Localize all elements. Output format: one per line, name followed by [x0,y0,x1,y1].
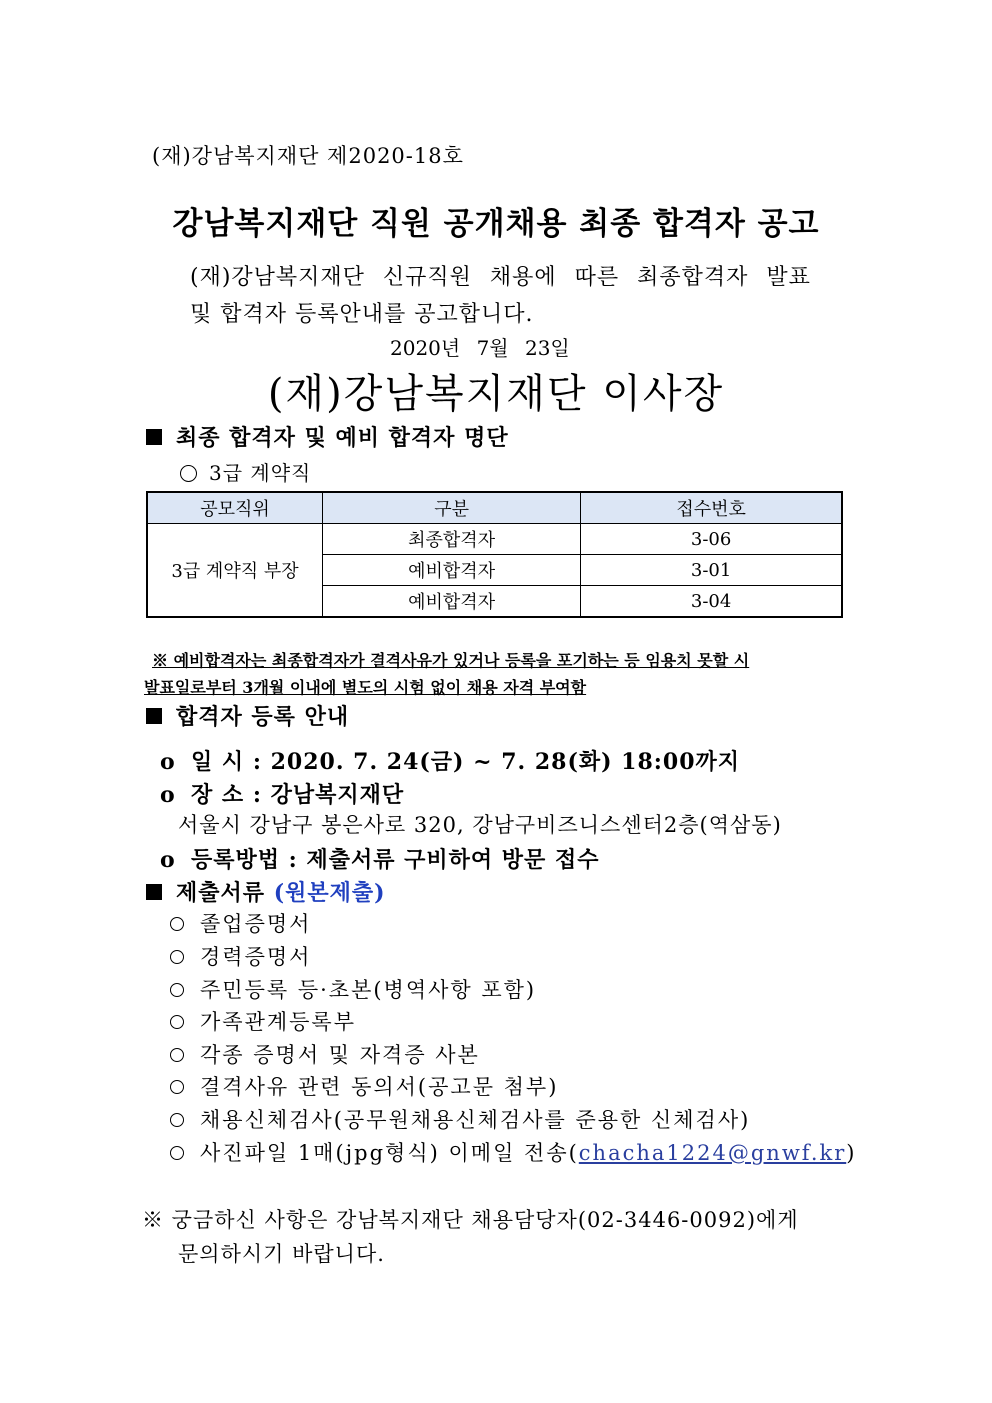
list-item-suffix: ) [846,1141,857,1165]
list-item-text: 결격사유 관련 동의서(공고문 첨부) [200,1075,559,1099]
contact-line-1: ※ 궁금하신 사항은 강남복지재단 채용담당자(02-3446-0092)에게 [142,1208,799,1232]
schedule-text: 일 시 : 2020. 7. 24(금) ~ 7. 28(화) 18:00까지 [191,749,741,775]
circle-bullet-icon [170,1080,184,1094]
square-bullet-icon [146,884,162,900]
results-heading [146,421,509,452]
list-item [170,1104,750,1134]
results-table [146,491,843,618]
table-header-row [147,492,842,524]
circle-bullet-icon [170,1113,184,1127]
column-header-position: 공모직위 [147,492,323,524]
circle-bullet-icon [170,983,184,997]
signature: (재)강남복지재단 이사장 [267,371,725,417]
circle-bullet-icon [170,917,184,931]
announcement-date: 2020년 7월 23일 [390,336,570,360]
results-subheading-text: 3급 계약직 [209,461,312,485]
type-cell: 예비합격자 [323,586,581,618]
number-cell: 3-04 [581,586,842,618]
registration-address: 서울시 강남구 봉은사로 320, 강남구비즈니스센터2층(역삼동) [178,813,782,837]
reserve-note-line-1: ※ 예비합격자는 최종합격자가 결격사유가 있거나 등록을 포기하는 등 임용치 못할 시 [152,651,750,670]
list-item [170,1039,480,1069]
list-item [170,1006,356,1036]
list-item-text: 주민등록 등·초본(병역사항 포함) [200,978,537,1002]
list-item-text: 졸업증명서 [200,912,312,936]
intro-line-1: (재)강남복지재단 신규직원 채용에 따른 최종합격자 발표 [190,265,811,290]
bullet-icon: o [160,782,176,808]
list-item-text: 경력증명서 [200,945,312,969]
circle-bullet-icon [170,1146,184,1160]
place-text: 장 소 : 강남복지재단 [191,782,405,808]
bullet-icon: o [160,847,176,873]
registration-schedule [160,745,740,776]
results-subheading [180,457,311,486]
reserve-note-line-2: 발표일로부터 3개월 이내에 별도의 시험 없이 채용 자격 부여함 [144,678,587,697]
registration-heading [146,700,349,731]
contact-line-2: 문의하시기 바랍니다. [178,1242,385,1266]
bullet-icon: o [160,749,176,775]
type-cell: 최종합격자 [323,524,581,555]
registration-heading-text: 합격자 등록 안내 [176,704,350,730]
method-text: 등록방법 : 제출서류 구비하여 방문 접수 [191,847,600,873]
registration-place [160,778,404,809]
documents-heading-note: (원본제출) [273,880,386,906]
circle-bullet-icon [180,465,197,482]
results-heading-text: 최종 합격자 및 예비 합격자 명단 [176,425,509,451]
position-cell: 3급 계약직 부장 [147,524,323,618]
list-item-text: 사진파일 1매(jpg형식) 이메일 전송( [200,1141,579,1165]
documents-heading-text: 제출서류 [176,880,266,906]
list-item-text: 각종 증명서 및 자격증 사본 [200,1043,480,1067]
list-item [170,941,311,971]
type-cell: 예비합격자 [323,555,581,586]
circle-bullet-icon [170,950,184,964]
email-link[interactable]: chacha1224@gnwf.kr [578,1141,847,1165]
square-bullet-icon [146,429,162,445]
documents-heading [146,876,386,907]
number-cell: 3-06 [581,524,842,555]
square-bullet-icon [146,708,162,724]
document-number: (재)강남복지재단 제2020-18호 [152,144,464,168]
list-item [170,974,536,1004]
list-item-text: 채용신체검사(공무원채용신체검사를 준용한 신체검사) [200,1108,751,1132]
list-item [170,1137,856,1167]
circle-bullet-icon [170,1015,184,1029]
registration-method [160,843,599,874]
table-row [147,524,842,555]
list-item [170,908,311,938]
column-header-type: 구분 [323,492,581,524]
list-item-text: 가족관계등록부 [200,1010,357,1034]
intro-line-2: 및 합격자 등록안내를 공고합니다. [190,302,534,327]
circle-bullet-icon [170,1048,184,1062]
page-title: 강남복지재단 직원 공개채용 최종 합격자 공고 [172,206,820,242]
column-header-number: 접수번호 [581,492,842,524]
list-item [170,1071,558,1101]
number-cell: 3-01 [581,555,842,586]
